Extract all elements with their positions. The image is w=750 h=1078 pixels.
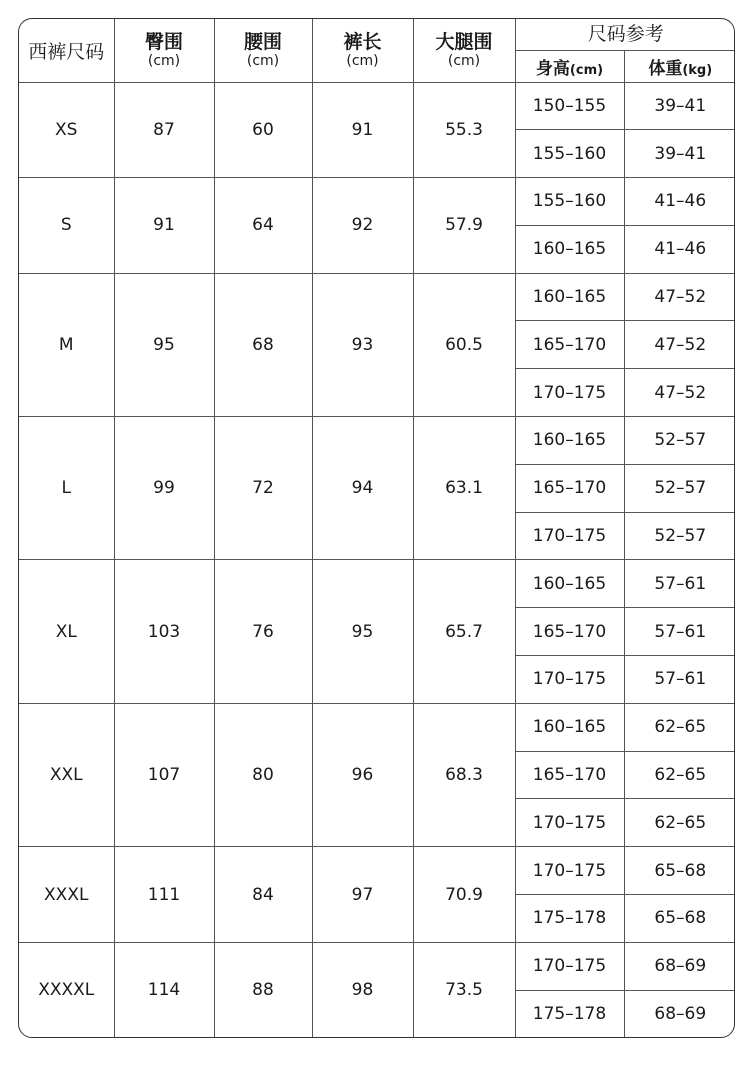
size-cell: S bbox=[19, 178, 114, 274]
weight-range-cell: 39–41 bbox=[624, 82, 735, 130]
hip-cell: 114 bbox=[114, 942, 214, 1038]
weight-range-cell: 39–41 bbox=[624, 130, 735, 178]
height-range-cell: 160–165 bbox=[515, 225, 624, 273]
size-cell: M bbox=[19, 273, 114, 416]
weight-range-cell: 62–65 bbox=[624, 751, 735, 799]
height-range-cell: 160–165 bbox=[515, 273, 624, 321]
thigh-cell: 57.9 bbox=[413, 178, 515, 274]
hip-cell: 87 bbox=[114, 82, 214, 178]
size-cell: L bbox=[19, 417, 114, 560]
weight-range-cell: 41–46 bbox=[624, 225, 735, 273]
table-row bbox=[19, 82, 735, 130]
header-length-unit: (cm) bbox=[346, 53, 379, 70]
length-cell: 95 bbox=[312, 560, 413, 703]
waist-cell: 60 bbox=[214, 82, 312, 178]
waist-cell: 72 bbox=[214, 417, 312, 560]
height-range-cell: 170–175 bbox=[515, 512, 624, 560]
hip-cell: 91 bbox=[114, 178, 214, 274]
size-cell: XL bbox=[19, 560, 114, 703]
waist-cell: 76 bbox=[214, 560, 312, 703]
header-thigh-unit: (cm) bbox=[447, 53, 481, 70]
size-table-body bbox=[19, 82, 735, 1038]
header-weight-label: 体重 bbox=[648, 58, 683, 79]
table-row bbox=[19, 942, 735, 990]
height-range-cell: 160–165 bbox=[515, 560, 624, 608]
thigh-cell: 63.1 bbox=[413, 417, 515, 560]
size-cell: XXXXL bbox=[19, 942, 114, 1038]
length-cell: 97 bbox=[312, 847, 413, 943]
weight-range-cell: 41–46 bbox=[624, 178, 735, 226]
height-range-cell: 155–160 bbox=[515, 178, 624, 226]
weight-range-cell: 57–61 bbox=[624, 656, 735, 704]
size-cell: XXXL bbox=[19, 847, 114, 943]
waist-cell: 88 bbox=[214, 942, 312, 1038]
weight-range-cell: 65–68 bbox=[624, 895, 735, 943]
header-hip-unit: (cm) bbox=[147, 53, 181, 70]
height-range-cell: 160–165 bbox=[515, 703, 624, 751]
waist-cell: 64 bbox=[214, 178, 312, 274]
length-cell: 98 bbox=[312, 942, 413, 1038]
header-thigh-label: 大腿围 bbox=[435, 31, 493, 54]
height-range-cell: 165–170 bbox=[515, 751, 624, 799]
header-waist-unit: (cm) bbox=[246, 53, 280, 70]
header-height-label: 身高 bbox=[535, 58, 570, 79]
table-row bbox=[19, 703, 735, 751]
height-range-cell: 150–155 bbox=[515, 82, 624, 130]
length-cell: 96 bbox=[312, 703, 413, 846]
thigh-cell: 60.5 bbox=[413, 273, 515, 416]
hip-cell: 95 bbox=[114, 273, 214, 416]
height-range-cell: 175–178 bbox=[515, 895, 624, 943]
size-table bbox=[19, 19, 735, 1038]
header-height bbox=[515, 50, 624, 82]
weight-range-cell: 68–69 bbox=[624, 990, 735, 1038]
header-size: 西裤尺码 bbox=[19, 19, 114, 82]
weight-range-cell: 52–57 bbox=[624, 417, 735, 465]
height-range-cell: 160–165 bbox=[515, 417, 624, 465]
header-weight bbox=[624, 50, 735, 82]
height-range-cell: 170–175 bbox=[515, 369, 624, 417]
weight-range-cell: 47–52 bbox=[624, 321, 735, 369]
hip-cell: 111 bbox=[114, 847, 214, 943]
header-hip-label: 臀围 bbox=[144, 31, 183, 54]
height-range-cell: 170–175 bbox=[515, 942, 624, 990]
height-range-cell: 165–170 bbox=[515, 608, 624, 656]
weight-range-cell: 68–69 bbox=[624, 942, 735, 990]
weight-range-cell: 52–57 bbox=[624, 464, 735, 512]
header-thigh bbox=[413, 19, 515, 82]
header-row bbox=[19, 19, 735, 50]
header-height-unit: (cm) bbox=[569, 62, 604, 78]
table-row bbox=[19, 273, 735, 321]
length-cell: 92 bbox=[312, 178, 413, 274]
thigh-cell: 70.9 bbox=[413, 847, 515, 943]
height-range-cell: 165–170 bbox=[515, 321, 624, 369]
thigh-cell: 55.3 bbox=[413, 82, 515, 178]
length-cell: 91 bbox=[312, 82, 413, 178]
table-row bbox=[19, 847, 735, 895]
table-row bbox=[19, 417, 735, 465]
length-cell: 94 bbox=[312, 417, 413, 560]
weight-range-cell: 47–52 bbox=[624, 369, 735, 417]
height-range-cell: 170–175 bbox=[515, 799, 624, 847]
header-length-label: 裤长 bbox=[343, 31, 382, 54]
size-chart bbox=[18, 18, 735, 1038]
height-range-cell: 175–178 bbox=[515, 990, 624, 1038]
table-row bbox=[19, 178, 735, 226]
size-cell: XS bbox=[19, 82, 114, 178]
height-range-cell: 165–170 bbox=[515, 464, 624, 512]
waist-cell: 80 bbox=[214, 703, 312, 846]
header-waist bbox=[214, 19, 312, 82]
height-range-cell: 170–175 bbox=[515, 656, 624, 704]
header-waist-label: 腰围 bbox=[243, 31, 282, 54]
size-cell: XXL bbox=[19, 703, 114, 846]
weight-range-cell: 47–52 bbox=[624, 273, 735, 321]
weight-range-cell: 62–65 bbox=[624, 703, 735, 751]
weight-range-cell: 52–57 bbox=[624, 512, 735, 560]
hip-cell: 99 bbox=[114, 417, 214, 560]
thigh-cell: 73.5 bbox=[413, 942, 515, 1038]
weight-range-cell: 57–61 bbox=[624, 608, 735, 656]
header-reference: 尺码参考 bbox=[515, 19, 735, 50]
height-range-cell: 170–175 bbox=[515, 847, 624, 895]
thigh-cell: 68.3 bbox=[413, 703, 515, 846]
weight-range-cell: 65–68 bbox=[624, 847, 735, 895]
header-weight-unit: (kg) bbox=[682, 62, 713, 78]
table-row bbox=[19, 560, 735, 608]
weight-range-cell: 57–61 bbox=[624, 560, 735, 608]
hip-cell: 107 bbox=[114, 703, 214, 846]
header-hip bbox=[114, 19, 214, 82]
hip-cell: 103 bbox=[114, 560, 214, 703]
thigh-cell: 65.7 bbox=[413, 560, 515, 703]
waist-cell: 84 bbox=[214, 847, 312, 943]
height-range-cell: 155–160 bbox=[515, 130, 624, 178]
length-cell: 93 bbox=[312, 273, 413, 416]
waist-cell: 68 bbox=[214, 273, 312, 416]
weight-range-cell: 62–65 bbox=[624, 799, 735, 847]
header-length bbox=[312, 19, 413, 82]
